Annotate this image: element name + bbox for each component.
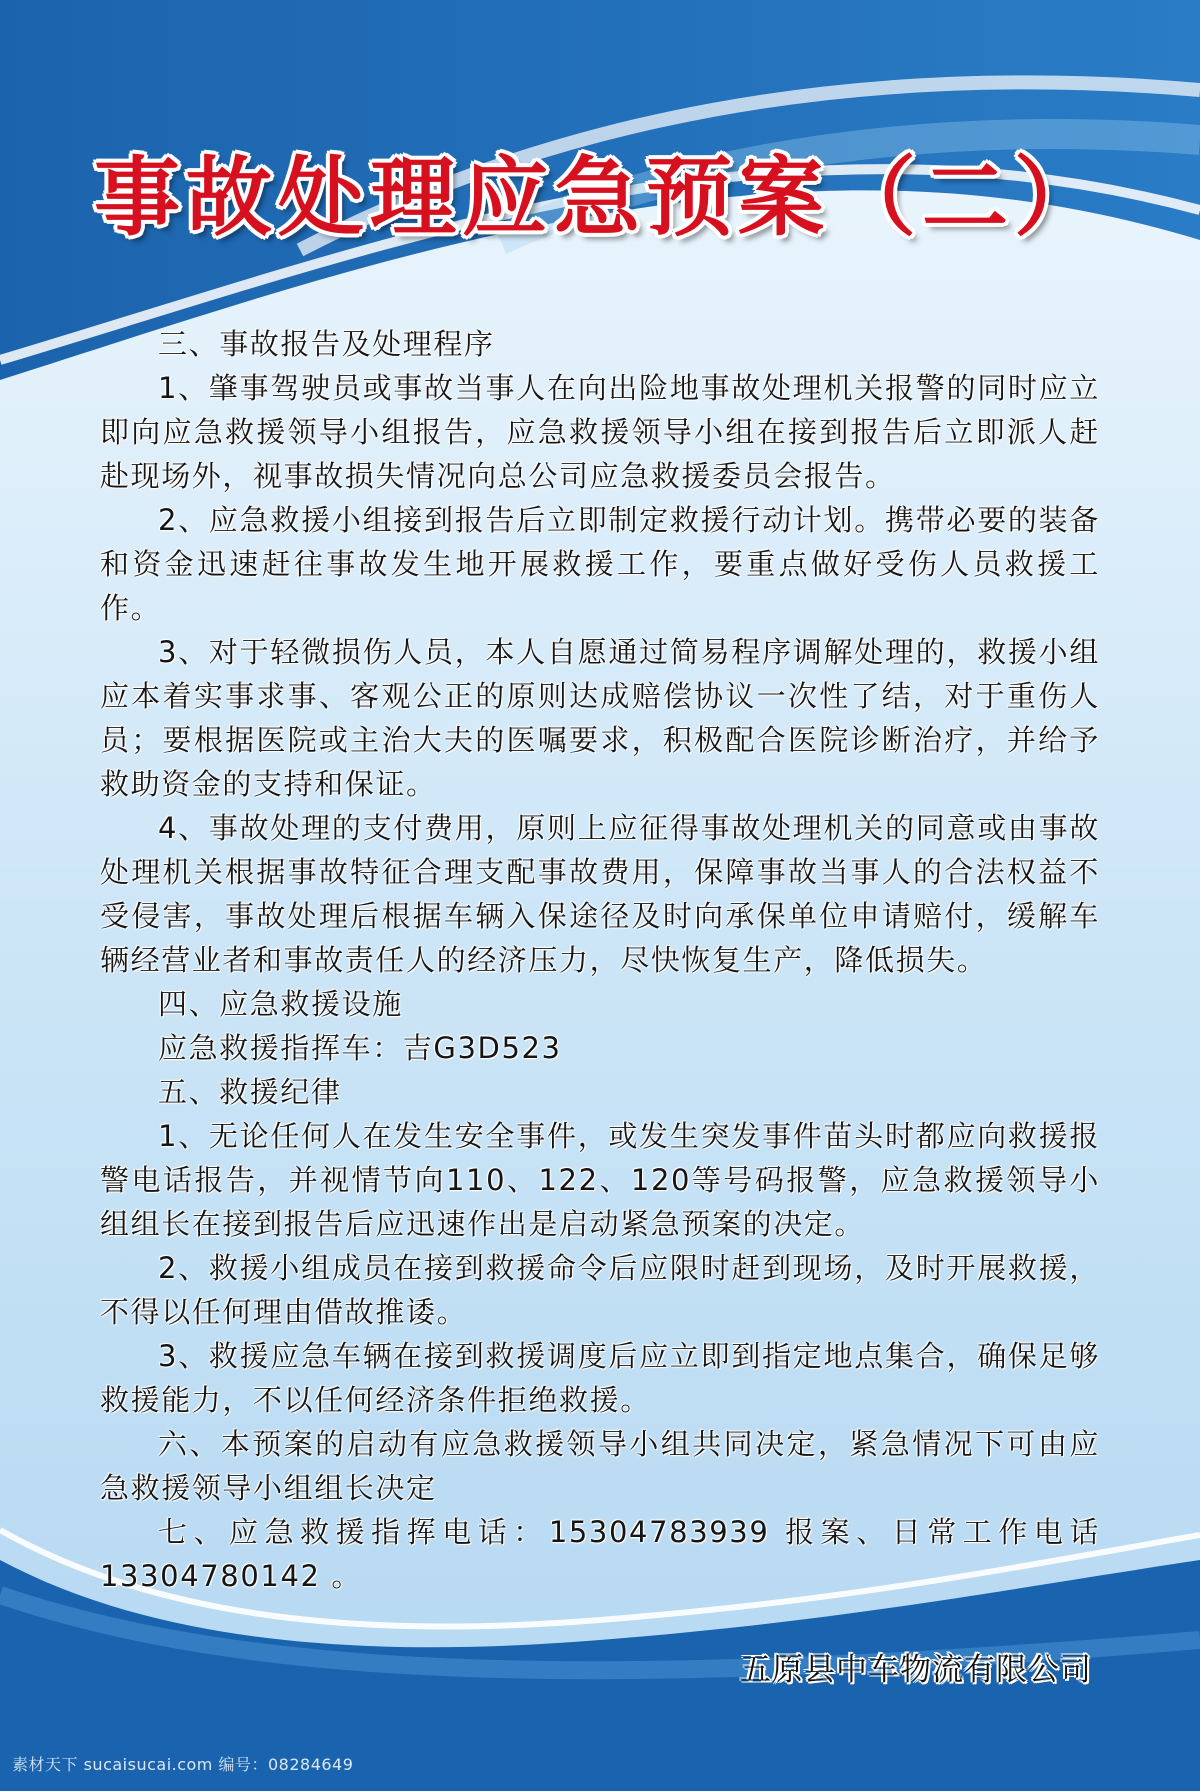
section-phone: 七、应急救援指挥电话：15304783939 报案、日常工作电话13304780142 。 xyxy=(100,1515,1100,1593)
watermark-text: 素材天下 sucaisucai.com 编号：08284649 xyxy=(12,1755,354,1774)
paragraph-item: 4、事故处理的支付费用，原则上应征得事故处理机关的同意或由事故处理机关根据事故特征合理支配事故费用，保障事故当事人的合法权益不受侵害，事故处理后根据车辆入保途径及时向承保单位申请赔付，缓解车辆经营业者和事故责任人的经济压力，尽快恢复生产，降低损失。 xyxy=(100,811,1100,977)
paragraph-item: 1、肇事驾驶员或事故当事人在向出险地事故处理机关报警的同时应立即向应急救援领导小组报告，应急救援领导小组在接到报告后立即派人赶赴现场外，视事故损失情况向总公司应急救援委员会报告。 xyxy=(100,371,1100,493)
section-activation: 六、本预案的启动有应急救援领导小组共同决定，紧急情况下可由应急救援领导小组组长决定 xyxy=(100,1427,1100,1505)
section-heading-discipline: 五、救援纪律 xyxy=(158,1075,342,1109)
paragraph-item: 2、救援小组成员在接到救援命令后应限时赶到现场，及时开展救援，不得以任何理由借故推诿。 xyxy=(100,1251,1100,1329)
poster-body xyxy=(100,322,1100,1598)
paragraph-item: 1、无论任何人在发生安全事件，或发生突发事件苗头时都应向救援报警电话报告，并视情节向110、122、120等号码报警，应急救援领导小组组长在接到报告后应迅速作出是启动紧急预案的决定。 xyxy=(100,1119,1100,1241)
paragraph-item: 2、应急救援小组接到报告后立即制定救援行动计划。携带必要的装备和资金迅速赶往事故发生地开展救援工作，要重点做好受伤人员救援工作。 xyxy=(100,503,1100,625)
poster-title: 事故处理应急预案（二） xyxy=(94,147,1106,248)
section-heading-procedure: 三、事故报告及处理程序 xyxy=(158,327,495,361)
paragraph-item: 3、救援应急车辆在接到救援调度后应立即到指定地点集合，确保足够救援能力，不以任何经济条件拒绝救援。 xyxy=(100,1339,1100,1417)
paragraph-item: 3、对于轻微损伤人员，本人自愿通过简易程序调解处理的，救援小组应本着实事求事、客观公正的原则达成赔偿协议一次性了结，对于重伤人员；要根据医院或主治大夫的医嘱要求，积极配合医院诊断治疗，并给予救助资金的支持和保证。 xyxy=(100,635,1100,801)
command-vehicle: 应急救援指挥车：吉G3D523 xyxy=(158,1031,562,1065)
company-name: 五原县中车物流有限公司 xyxy=(740,1652,1092,1688)
section-heading-facilities: 四、应急救援设施 xyxy=(158,987,403,1021)
